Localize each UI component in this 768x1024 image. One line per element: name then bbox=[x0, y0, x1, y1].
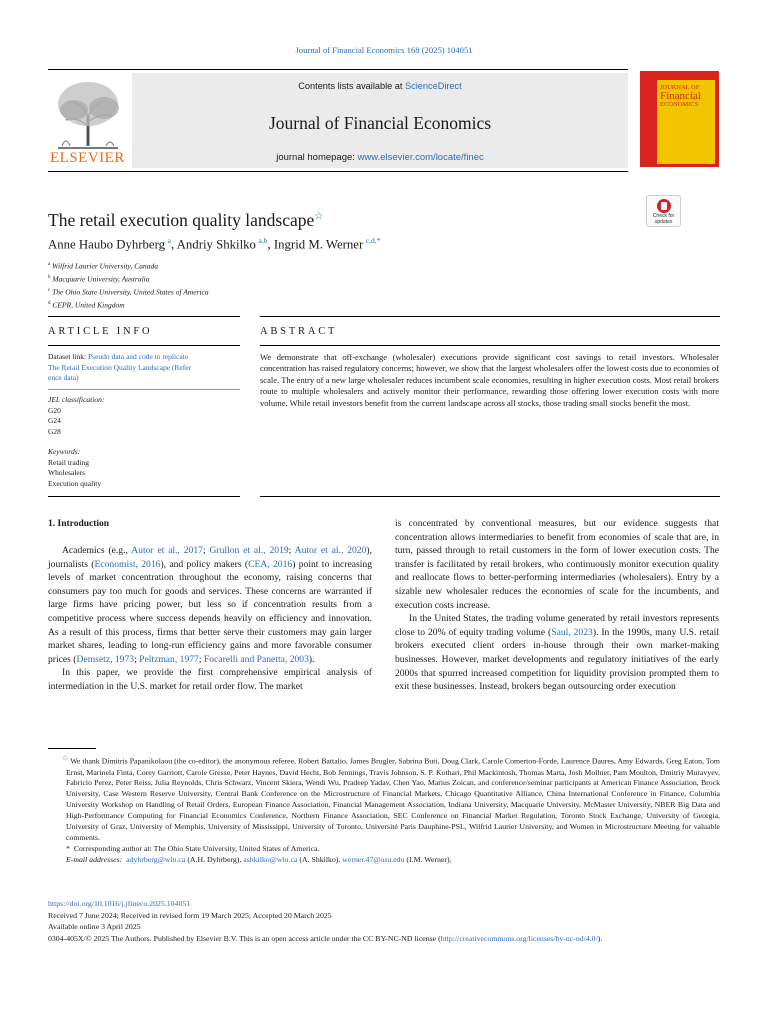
footnote-divider bbox=[48, 748, 96, 749]
author-name: Andriy Shkilko bbox=[176, 237, 256, 252]
footnote-asterisk: * bbox=[66, 843, 70, 853]
dataset-link[interactable]: The Retail Execution Quality Landscape (Refer bbox=[48, 362, 192, 372]
dataset-link[interactable]: Pseudo data and code to replicate bbox=[88, 352, 189, 361]
email-link[interactable]: ashkilko@wlu.ca bbox=[243, 854, 298, 864]
affiliation-item bbox=[48, 285, 209, 298]
title-footnote-star-link[interactable]: ☆ bbox=[314, 211, 324, 223]
journal-cover-image bbox=[640, 71, 719, 167]
abstract-bottom-rule bbox=[260, 345, 720, 346]
license-link[interactable]: http://creativecommons.org/licenses/by-nc-nd/4.0/ bbox=[440, 933, 598, 943]
dataset-link[interactable]: ence data) bbox=[48, 373, 79, 383]
jel-label: JEL classification: bbox=[48, 395, 105, 404]
text-run: ). In the 1990s, many U.S. retail brokers executed client orders in-house through their own market-making businesses. However, market developments and regulatory initiatives of the early 2000s that spurred increased competition for liquidity provision prompted them to exit these businesses. Instead, brokers began outsourcing order execution bbox=[395, 626, 719, 693]
footnote-text: We thank Dimitris Papanikolaou (the co-editor), the anonymous referee, Robert Battalio, James Brugler, Sabrina Buti, Doug Clark, Carole Comerton-Forde, Laurence Daures, Amy Edwards, Greg Eaton, Tom Ernst, Marinela Finta, Corey Garriott, Carole Gresse, Peter Haynes, David Hecht, Bob Jennings, Travis Johnson, S. P. Kothari, Phil Mackintosh, Thomas Marta, Josh Mollner, Pam Moulton, Dmitriy Muravyev, Fabricio Perez, Peter Reiss, Julia Reynolds, Chris Schwarz, Vincent Skiera, Wendi Wu, Pradeep Yadav, Chen Yao, Marius Zoican, and conference/seminar participants at American Finance Association, Brock University, Case Western Reserve University, Central Bank Conference on the Microstructure of Financial Markets, Chicago Quantitative Alliance, China International Conference in Finance, Columbia University Workshop on Handling of Retail Orders, European Finance Association, Financial Management Association, Indiana University, Macquarie University, McMaster University, NBER Big Data and High-Performance Computing for Financial Economics Conference, Northern Finance Association, SEC Conference on Financial Market Regulation, Toronto Stock Exchange, University of Georgia, University of Graz, University of Memphis, University of Mississippi, University of Toronto, Université Paris Dauphine-PSL, Wilfrid Laurier University, and Women in Microstructure Meeting for valuable comments. bbox=[66, 756, 720, 842]
affiliation-mark: b bbox=[48, 275, 51, 281]
footnote-acknowledgements bbox=[48, 753, 720, 844]
paper-title-text: The retail execution quality landscape bbox=[48, 210, 315, 230]
intro-left-column bbox=[48, 544, 372, 694]
cover-line3: ECONOMICS bbox=[660, 101, 699, 108]
paper-title bbox=[48, 210, 323, 231]
sciencedirect-link[interactable]: ScienceDirect bbox=[405, 81, 462, 91]
author-name: Anne Haubo Dyhrberg bbox=[48, 237, 166, 252]
affiliation-text: Wilfrid Laurier University, Canada bbox=[52, 261, 158, 271]
received-dates: Received 7 June 2024; Received in revised form 19 March 2025; Accepted 20 March 2025 bbox=[48, 910, 332, 920]
footnote-text: Corresponding author at: The Ohio State University, United States of America. bbox=[73, 843, 320, 853]
dataset-line bbox=[48, 352, 238, 363]
masthead-banner bbox=[132, 73, 628, 168]
cover-line1: JOURNAL OF bbox=[660, 84, 700, 91]
email-owner: (A. Shkilko), bbox=[299, 854, 341, 864]
article-metadata bbox=[48, 898, 720, 944]
affiliation-mark: a bbox=[48, 262, 51, 267]
abstract-text: We demonstrate that off-exchange (wholesaler) executions provide significant cost savings to retail investors. Wholesaler concentration has raised regulatory concerns; however, we show that the largest wholesalers offer the lowest costs due to economies of scale. The entry of a new large wholesaler reduces incumbent scale economies, resulting in higher execution costs. Most retail brokers route to multiple wholesalers and actively monitor their performance, rewarding those offering lower execution costs with more volume. While retail investors benefit from the current landscape across all stocks, those trading small stocks benefit the most. bbox=[260, 352, 719, 408]
email-owner: (I.M. Werner). bbox=[406, 854, 452, 864]
intro-paragraph-4 bbox=[395, 612, 719, 694]
journal-cover-panel bbox=[657, 80, 715, 164]
text-run: ) point to increasing levels of market concentration throughout the economy, raising concerns that consumers pay too much for goods and services. These concerns are warranted if large firms have pricing power, but less so if concentration results from a competitive process where success depends heavily on efficiency and innovation. As a result of this process, firms that better serve their customers may gain larger market shares, leading to long-run efficiency gains and more favorable consumer prices ( bbox=[48, 558, 372, 665]
affiliation-text: CEPR, United Kingdom bbox=[52, 300, 125, 310]
article-info-end-rule bbox=[48, 496, 240, 497]
text-run: ). bbox=[308, 653, 315, 665]
journal-reference-link[interactable]: Journal of Financial Economics 168 (2025) 104051 bbox=[295, 45, 473, 55]
affiliation-text: The Ohio State University, United States of America bbox=[52, 287, 209, 297]
check-for-updates-button[interactable] bbox=[646, 195, 681, 227]
keyword-item: Execution quality bbox=[48, 478, 102, 488]
author-list: Anne Haubo Dyhrberg $^a$, Andriy Shkilko $^{a,b}$, Ingrid M. Werner $^{c,d,*}$ bbox=[48, 236, 381, 252]
affiliation-list bbox=[48, 259, 209, 311]
cover-line2: Financial bbox=[660, 90, 701, 102]
bookmark-icon-inner bbox=[661, 202, 667, 210]
jel-code: G20 bbox=[48, 405, 61, 415]
email-label: E-mail addresses: bbox=[66, 854, 123, 864]
citation-link[interactable]: Economist, 2016 bbox=[94, 558, 161, 570]
author-name: Ingrid M. Werner bbox=[273, 237, 364, 252]
citation-link[interactable]: Saul, 2023 bbox=[551, 626, 593, 638]
masthead bbox=[48, 69, 628, 171]
dataset-link-block bbox=[48, 352, 238, 384]
citation-link[interactable]: Focarelli and Panetta, 2003 bbox=[203, 653, 309, 665]
dataset-label: Dataset link: bbox=[48, 352, 88, 361]
homepage-prefix: journal homepage: bbox=[276, 152, 358, 163]
article-info-top-rule bbox=[48, 316, 240, 317]
text-run: ; bbox=[198, 653, 204, 665]
affiliation-mark: d bbox=[48, 301, 51, 307]
author-affiliation-link[interactable]: c,d,* bbox=[365, 236, 381, 245]
article-info-bottom-rule bbox=[48, 345, 240, 346]
section-heading-introduction: 1. Introduction bbox=[48, 519, 110, 529]
text-run: Academics (e.g., bbox=[62, 545, 132, 556]
dataset-rule bbox=[48, 389, 240, 390]
journal-cover-title bbox=[660, 84, 701, 108]
footnote-corresponding bbox=[48, 844, 720, 855]
affiliation-item bbox=[48, 298, 209, 311]
contents-line bbox=[132, 81, 628, 91]
keywords-label: Keywords: bbox=[48, 447, 81, 456]
text-run: ; bbox=[288, 545, 295, 556]
footnote-emails bbox=[48, 855, 720, 866]
footnotes bbox=[48, 753, 720, 866]
license-text: 0304-405X/© 2025 The Authors. Published by Elsevier B.V. This is an open access article under the CC BY-NC-ND license ( bbox=[48, 933, 441, 943]
license-text: ). bbox=[597, 933, 603, 943]
citation-link[interactable]: Demsetz, 1973 bbox=[76, 653, 135, 665]
intro-paragraph-1 bbox=[48, 544, 372, 666]
homepage-line bbox=[132, 152, 628, 163]
jel-classification-block bbox=[48, 395, 104, 437]
intro-paragraph-3: is concentrated by conventional measures, but our evidence suggests that concentration allows intermediaries to benefit from economies of scale that are, in turn, passed through to retail customers in the form of lower execution costs. The transfer is facilitated by retail brokers, who continuously monitor execution quality and reallocate flows to better-performing intermediaries (wholesalers). Entry by a sizable new wholesaler reduces the economies of scale for the incumbents, and execution costs increase. bbox=[395, 518, 719, 611]
text-run: In the United States, the trading volume generated by retail investors represents close to 20% of equity trading volume ( bbox=[395, 613, 719, 638]
masthead-divider bbox=[48, 171, 628, 172]
jel-code: G24 bbox=[48, 416, 61, 426]
abstract-top-rule bbox=[260, 316, 720, 317]
citation-link[interactable]: Autor et al., 2020 bbox=[294, 545, 367, 556]
abstract-heading: ABSTRACT bbox=[260, 326, 338, 337]
author-affiliation-link[interactable]: a,b bbox=[258, 236, 268, 245]
intro-right-column bbox=[395, 517, 719, 694]
affiliation-text: Macquarie University, Australia bbox=[52, 274, 150, 284]
journal-title: Journal of Financial Economics bbox=[268, 113, 492, 133]
check-for-updates-label bbox=[647, 214, 680, 225]
text-run: ; bbox=[202, 545, 210, 556]
affiliation-mark: c bbox=[48, 288, 51, 294]
citation-link[interactable]: CEA, 2016 bbox=[248, 558, 293, 570]
text-run: ), and policy makers ( bbox=[160, 558, 249, 570]
text-run: ; bbox=[134, 653, 140, 665]
citation-link[interactable]: Peltzman, 1977 bbox=[139, 653, 199, 665]
author-affiliation-link[interactable]: a bbox=[167, 236, 171, 245]
email-link[interactable]: adyhrberg@wlu.ca bbox=[126, 854, 186, 864]
email-link[interactable]: werner.47@osu.edu bbox=[342, 854, 405, 864]
license-statement bbox=[48, 933, 720, 945]
abstract-end-rule bbox=[260, 496, 720, 497]
elsevier-wordmark: ELSEVIER bbox=[50, 150, 125, 166]
affiliation-item bbox=[48, 259, 209, 272]
citation-link[interactable]: Autor et al., 2017 bbox=[131, 545, 203, 556]
affiliation-item bbox=[48, 272, 209, 285]
check-updates-line2: updates bbox=[654, 218, 673, 225]
keyword-item: Retail trading bbox=[48, 457, 90, 467]
email-owner: (A.H. Dyhrberg), bbox=[187, 854, 242, 864]
text-run: ), journalists ( bbox=[48, 545, 372, 570]
jel-code: G28 bbox=[48, 426, 61, 436]
keyword-item: Wholesalers bbox=[48, 468, 86, 478]
citation-link[interactable]: Grullon et al., 2019 bbox=[209, 545, 289, 556]
intro-paragraph-2: In this paper, we provide the first comprehensive empirical analysis of intermediation in the U.S. market for retail order flow. The market bbox=[48, 667, 372, 692]
contents-prefix: Contents lists available at bbox=[298, 81, 406, 91]
footnote-star-mark: ☆ bbox=[62, 754, 69, 762]
available-online: Available online 3 April 2025 bbox=[48, 922, 141, 932]
homepage-link[interactable]: www.elsevier.com/locate/finec bbox=[357, 152, 484, 163]
article-info-heading: ARTICLE INFO bbox=[48, 326, 153, 337]
check-updates-line1: Check for bbox=[652, 213, 675, 219]
keywords-block bbox=[48, 447, 101, 489]
doi-link[interactable]: https://doi.org/10.1016/j.jfineco.2025.104051 bbox=[48, 899, 191, 908]
